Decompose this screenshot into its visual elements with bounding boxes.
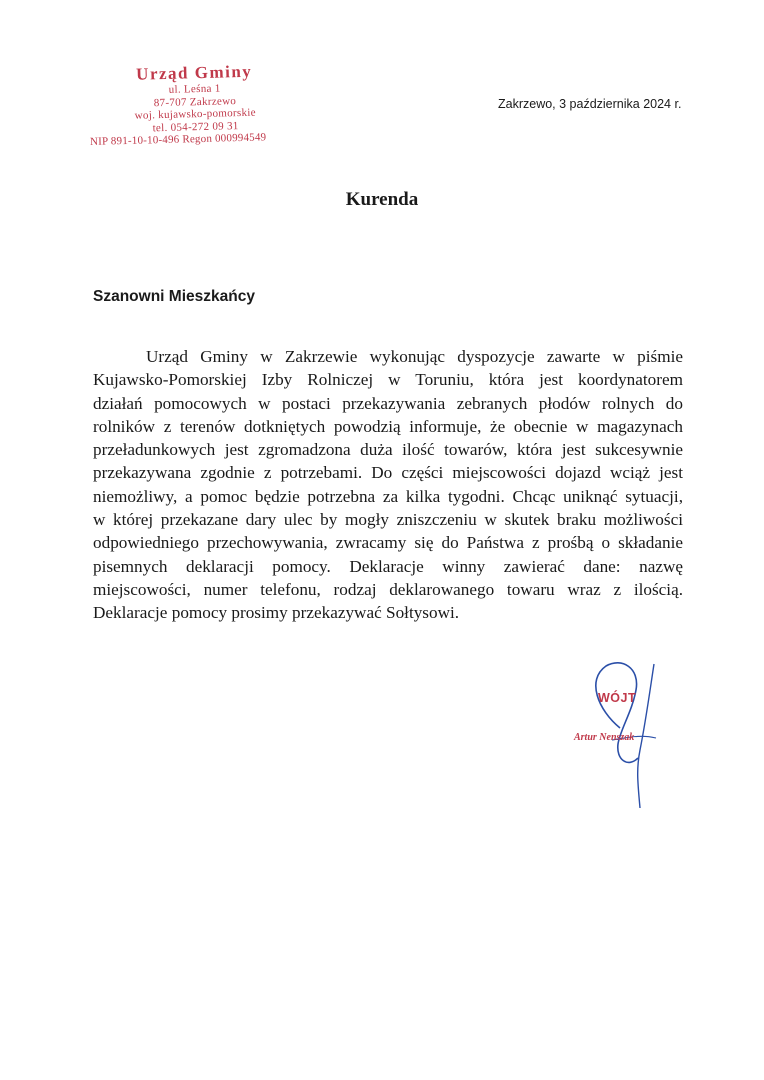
stamp-name: Artur Nenszak [574,732,635,743]
signature-block [560,660,680,810]
greeting: Szanowni Mieszkańcy [93,288,255,305]
letter-body [93,345,683,625]
stamp-title: Urząd Gminy [135,61,253,84]
stamp-region: woj. kujawsko-pomorskie [134,106,257,122]
body-line: miejscowości, numer telefonu, rodzaj deklarowanego towaru wraz z ilością. [93,579,683,599]
body-line: Deklaracje pomocy prosimy przekazywać Sołtysowi. [93,603,460,623]
signature-stroke [596,663,638,763]
body-line: przeładunkowych jest zgromadzona duża ilość towarów, która jest sukcesywnie [93,440,683,460]
body-line: Urząd Gminy w Zakrzewie wykonując dyspozycje zawarte w piśmie [146,347,683,366]
stamp-phone: tel. 054-272 09 31 [152,119,239,134]
stamp-role: WÓJT [598,691,637,705]
stamp-street: ul. Leśna 1 [168,82,221,96]
signature-graphic [560,660,680,810]
body-line: Kujawsko-Pomorskiej Izby Rolniczej w Toruniu, która jest koordynatorem [93,370,683,390]
letter-date: Zakrzewo, 3 października 2024 r. [498,97,682,111]
body-line: działań pomocowych w postaci przekazywania zebranych płodów rolnych do [93,393,683,413]
body-line: niemożliwy, a pomoc będzie potrzebna za kilka tygodni. Chcąc uniknąć sytuacji, [93,486,683,506]
office-stamp [88,60,302,148]
stamp-postal: 87-707 Zakrzewo [153,94,237,109]
document-title: Kurenda [345,189,419,210]
body-line: w której przekazane dary ulec by mogły zniszczeniu w skutek braku możliwości [93,510,683,530]
stamp-ids: NIP 891-10-10-496 Regon 000994549 [89,131,267,148]
body-line: rolników z terenów dotkniętych powodzią informuje, że obecnie w magazynach [93,416,683,436]
body-line: przekazywana zgodnie z potrzebami. Do części miejscowości dojazd wciąż jest [93,463,683,483]
body-line: pisemnych deklaracji pomocy. Deklaracje winny zawierać dane: nazwę [93,556,683,576]
body-line: odpowiedniego przechowywania, zwracamy się do Państwa z prośbą o składanie [93,533,683,553]
